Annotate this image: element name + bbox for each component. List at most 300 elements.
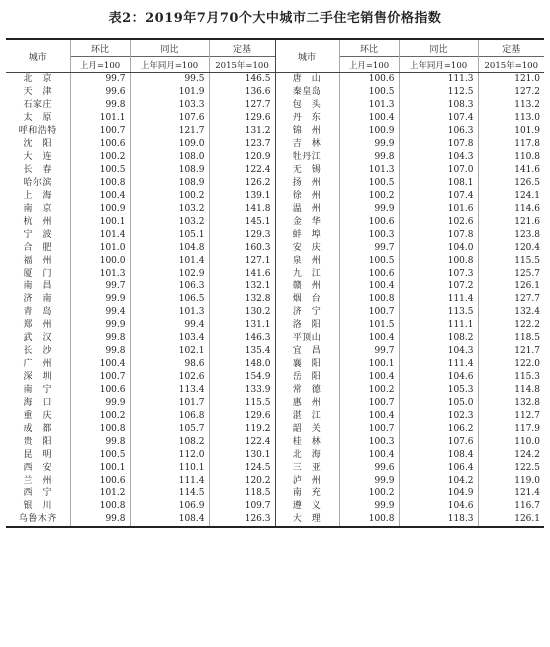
base-value-left: 115.5 bbox=[209, 396, 275, 409]
table-row bbox=[6, 189, 544, 202]
base-value-right: 132.4 bbox=[478, 306, 544, 319]
base-value-right: 126.1 bbox=[478, 513, 544, 527]
yoy-value-left: 103.2 bbox=[130, 215, 209, 228]
yoy-value-right: 102.3 bbox=[399, 409, 478, 422]
city-name-left: 呼和浩特 bbox=[18, 126, 57, 137]
yoy-value-right: 108.2 bbox=[399, 332, 478, 345]
city-name-left: 银 川 bbox=[23, 501, 52, 512]
mom-value-left: 100.1 bbox=[70, 215, 130, 228]
yoy-value-right: 111.1 bbox=[399, 319, 478, 332]
base-value-left: 136.6 bbox=[209, 86, 275, 99]
yoy-value-left: 105.1 bbox=[130, 228, 209, 241]
city-name-right: 安 庆 bbox=[275, 241, 339, 254]
yoy-value-left: 106.8 bbox=[130, 409, 209, 422]
mom-value-right: 100.7 bbox=[339, 422, 399, 435]
table-row bbox=[6, 371, 544, 384]
yoy-value-left: 106.5 bbox=[130, 293, 209, 306]
base-value-right: 116.7 bbox=[478, 500, 544, 513]
yoy-value-left: 98.6 bbox=[130, 358, 209, 371]
table-row bbox=[6, 319, 544, 332]
mom-value-left: 101.2 bbox=[70, 487, 130, 500]
header-yoy-right: 同比 bbox=[399, 39, 478, 57]
city-name-left: 杭 州 bbox=[23, 216, 52, 227]
yoy-value-right: 101.6 bbox=[399, 202, 478, 215]
base-value-right: 141.6 bbox=[478, 164, 544, 177]
yoy-value-right: 104.3 bbox=[399, 151, 478, 164]
city-name-right: 常 德 bbox=[275, 384, 339, 397]
mom-value-left: 99.9 bbox=[70, 293, 130, 306]
mom-value-right: 100.3 bbox=[339, 228, 399, 241]
table-row bbox=[6, 422, 544, 435]
header-city-left: 城市 bbox=[6, 39, 70, 73]
mom-value-left: 100.6 bbox=[70, 384, 130, 397]
base-value-left: 124.5 bbox=[209, 461, 275, 474]
table-row bbox=[6, 151, 544, 164]
mom-value-left: 100.8 bbox=[70, 422, 130, 435]
table-row bbox=[6, 448, 544, 461]
mom-value-right: 100.3 bbox=[339, 435, 399, 448]
base-value-right: 127.7 bbox=[478, 293, 544, 306]
base-value-left: 141.8 bbox=[209, 202, 275, 215]
table-body bbox=[6, 73, 544, 527]
mom-value-right: 100.6 bbox=[339, 73, 399, 86]
yoy-value-right: 106.2 bbox=[399, 422, 478, 435]
city-name-right: 包 头 bbox=[275, 99, 339, 112]
yoy-value-right: 107.8 bbox=[399, 228, 478, 241]
mom-value-right: 99.9 bbox=[339, 138, 399, 151]
city-name-right: 九 江 bbox=[275, 267, 339, 280]
header-base-right: 定基 bbox=[478, 39, 544, 57]
base-value-left: 127.1 bbox=[209, 254, 275, 267]
mom-value-left: 100.4 bbox=[70, 189, 130, 202]
base-value-left: 118.5 bbox=[209, 487, 275, 500]
city-name-left: 郑 州 bbox=[23, 320, 52, 331]
city-name-right: 泉 州 bbox=[275, 254, 339, 267]
base-value-left: 133.9 bbox=[209, 384, 275, 397]
city-name-right: 济 宁 bbox=[275, 306, 339, 319]
yoy-value-right: 108.1 bbox=[399, 177, 478, 190]
mom-value-right: 100.8 bbox=[339, 513, 399, 527]
mom-value-left: 100.1 bbox=[70, 461, 130, 474]
mom-value-right: 99.7 bbox=[339, 345, 399, 358]
mom-value-right: 100.4 bbox=[339, 371, 399, 384]
mom-value-left: 100.6 bbox=[70, 474, 130, 487]
mom-value-left: 99.8 bbox=[70, 345, 130, 358]
city-name-left: 武 汉 bbox=[23, 333, 52, 344]
table-row bbox=[6, 241, 544, 254]
base-value-left: 129.6 bbox=[209, 409, 275, 422]
base-value-left: 130.1 bbox=[209, 448, 275, 461]
yoy-value-left: 112.0 bbox=[130, 448, 209, 461]
yoy-value-left: 100.2 bbox=[130, 189, 209, 202]
city-name-left: 西 安 bbox=[23, 462, 52, 473]
base-value-right: 112.7 bbox=[478, 409, 544, 422]
base-value-right: 101.9 bbox=[478, 125, 544, 138]
city-name-left: 乌鲁木齐 bbox=[6, 513, 70, 527]
city-name-left: 海 口 bbox=[23, 397, 52, 408]
base-value-left: 131.1 bbox=[209, 319, 275, 332]
base-value-right: 115.3 bbox=[478, 371, 544, 384]
city-name-right: 宜 昌 bbox=[275, 345, 339, 358]
city-name-left: 福 州 bbox=[23, 255, 52, 266]
mom-value-right: 101.3 bbox=[339, 99, 399, 112]
yoy-value-right: 105.3 bbox=[399, 384, 478, 397]
table-row bbox=[6, 345, 544, 358]
mom-value-right: 101.3 bbox=[339, 164, 399, 177]
city-name-right: 大 理 bbox=[275, 513, 339, 527]
base-value-left: 141.6 bbox=[209, 267, 275, 280]
yoy-value-left: 99.5 bbox=[130, 73, 209, 86]
base-value-right: 110.0 bbox=[478, 435, 544, 448]
yoy-value-left: 113.4 bbox=[130, 384, 209, 397]
city-name-left: 宁 波 bbox=[23, 229, 52, 240]
yoy-value-right: 100.8 bbox=[399, 254, 478, 267]
city-name-right: 金 华 bbox=[275, 215, 339, 228]
yoy-value-right: 106.3 bbox=[399, 125, 478, 138]
mom-value-left: 100.9 bbox=[70, 202, 130, 215]
mom-value-right: 100.4 bbox=[339, 280, 399, 293]
base-value-right: 110.8 bbox=[478, 151, 544, 164]
base-value-left: 122.4 bbox=[209, 164, 275, 177]
yoy-value-right: 105.0 bbox=[399, 396, 478, 409]
yoy-value-right: 104.6 bbox=[399, 500, 478, 513]
yoy-value-right: 102.6 bbox=[399, 215, 478, 228]
yoy-value-left: 109.0 bbox=[130, 138, 209, 151]
mom-value-left: 99.9 bbox=[70, 396, 130, 409]
city-name-right: 岳 阳 bbox=[275, 371, 339, 384]
yoy-value-right: 104.2 bbox=[399, 474, 478, 487]
mom-value-right: 99.7 bbox=[339, 241, 399, 254]
header-mom-left: 环比 bbox=[70, 39, 130, 57]
table-row bbox=[6, 215, 544, 228]
city-name-left: 哈尔滨 bbox=[23, 177, 52, 188]
yoy-value-right: 107.2 bbox=[399, 280, 478, 293]
header-yoy-base-left: 上年同月=100 bbox=[130, 57, 209, 73]
mom-value-left: 100.7 bbox=[70, 125, 130, 138]
yoy-value-left: 101.9 bbox=[130, 86, 209, 99]
mom-value-left: 100.0 bbox=[70, 254, 130, 267]
mom-value-left: 100.2 bbox=[70, 151, 130, 164]
base-value-left: 154.9 bbox=[209, 371, 275, 384]
base-value-left: 120.9 bbox=[209, 151, 275, 164]
city-name-left: 合 肥 bbox=[23, 242, 52, 253]
mom-value-right: 100.2 bbox=[339, 384, 399, 397]
base-value-left: 145.1 bbox=[209, 215, 275, 228]
city-name-right: 扬 州 bbox=[275, 177, 339, 190]
city-name-left: 南 宁 bbox=[23, 384, 52, 395]
mom-value-right: 100.7 bbox=[339, 396, 399, 409]
yoy-value-right: 107.4 bbox=[399, 189, 478, 202]
city-name-left: 贵 阳 bbox=[23, 436, 52, 447]
yoy-value-right: 118.3 bbox=[399, 513, 478, 527]
yoy-value-right: 107.0 bbox=[399, 164, 478, 177]
table-row bbox=[6, 500, 544, 513]
yoy-value-left: 114.5 bbox=[130, 487, 209, 500]
city-name-right: 温 州 bbox=[275, 202, 339, 215]
yoy-value-right: 111.4 bbox=[399, 358, 478, 371]
base-value-right: 113.2 bbox=[478, 99, 544, 112]
mom-value-right: 100.4 bbox=[339, 112, 399, 125]
base-value-left: 146.5 bbox=[209, 73, 275, 86]
city-name-right: 三 亚 bbox=[275, 461, 339, 474]
mom-value-left: 101.4 bbox=[70, 228, 130, 241]
yoy-value-right: 107.8 bbox=[399, 138, 478, 151]
city-name-left: 石家庄 bbox=[23, 100, 52, 111]
base-value-left: 146.3 bbox=[209, 332, 275, 345]
yoy-value-right: 104.0 bbox=[399, 241, 478, 254]
mom-value-left: 101.0 bbox=[70, 241, 130, 254]
base-value-right: 121.0 bbox=[478, 73, 544, 86]
city-name-left: 西 宁 bbox=[23, 488, 52, 499]
base-value-right: 118.5 bbox=[478, 332, 544, 345]
city-name-left: 长 沙 bbox=[23, 346, 52, 357]
mom-value-right: 99.9 bbox=[339, 474, 399, 487]
yoy-value-left: 121.7 bbox=[130, 125, 209, 138]
table-row bbox=[6, 474, 544, 487]
table-row bbox=[6, 384, 544, 397]
yoy-value-right: 108.4 bbox=[399, 448, 478, 461]
base-value-right: 114.6 bbox=[478, 202, 544, 215]
mom-value-left: 100.7 bbox=[70, 371, 130, 384]
yoy-value-right: 106.4 bbox=[399, 461, 478, 474]
yoy-value-left: 108.9 bbox=[130, 177, 209, 190]
table-row bbox=[6, 125, 544, 138]
city-name-right: 洛 阳 bbox=[275, 319, 339, 332]
yoy-value-right: 107.6 bbox=[399, 435, 478, 448]
base-value-left: 127.7 bbox=[209, 99, 275, 112]
mom-value-left: 99.7 bbox=[70, 280, 130, 293]
city-name-right: 吉 林 bbox=[275, 138, 339, 151]
base-value-right: 122.5 bbox=[478, 461, 544, 474]
header-base-base-left: 2015年=100 bbox=[209, 57, 275, 73]
yoy-value-left: 102.6 bbox=[130, 371, 209, 384]
yoy-value-left: 102.9 bbox=[130, 267, 209, 280]
yoy-value-left: 108.2 bbox=[130, 435, 209, 448]
yoy-value-left: 103.3 bbox=[130, 99, 209, 112]
base-value-left: 120.2 bbox=[209, 474, 275, 487]
mom-value-left: 99.8 bbox=[70, 435, 130, 448]
base-value-right: 122.0 bbox=[478, 358, 544, 371]
city-name-left: 济 南 bbox=[23, 294, 52, 305]
city-name-left: 长 春 bbox=[23, 165, 52, 176]
mom-value-left: 99.6 bbox=[70, 86, 130, 99]
mom-value-left: 100.4 bbox=[70, 358, 130, 371]
header-mom-base-left: 上月=100 bbox=[70, 57, 130, 73]
yoy-value-right: 104.6 bbox=[399, 371, 478, 384]
base-value-right: 123.8 bbox=[478, 228, 544, 241]
yoy-value-left: 105.7 bbox=[130, 422, 209, 435]
mom-value-right: 99.9 bbox=[339, 500, 399, 513]
mom-value-left: 99.4 bbox=[70, 306, 130, 319]
mom-value-left: 99.8 bbox=[70, 513, 130, 527]
city-name-right: 丹 东 bbox=[275, 112, 339, 125]
mom-value-left: 101.3 bbox=[70, 267, 130, 280]
yoy-value-right: 108.3 bbox=[399, 99, 478, 112]
base-value-right: 124.2 bbox=[478, 448, 544, 461]
table-row bbox=[6, 306, 544, 319]
city-name-right: 遵 义 bbox=[275, 500, 339, 513]
city-name-right: 徐 州 bbox=[275, 189, 339, 202]
yoy-value-left: 99.4 bbox=[130, 319, 209, 332]
table-row bbox=[6, 280, 544, 293]
city-name-left: 成 都 bbox=[23, 423, 52, 434]
mom-value-right: 100.2 bbox=[339, 189, 399, 202]
header-mom-right: 环比 bbox=[339, 39, 399, 57]
price-index-table bbox=[6, 38, 544, 528]
table-row bbox=[6, 202, 544, 215]
mom-value-right: 99.8 bbox=[339, 151, 399, 164]
header-yoy-base-right: 上年同月=100 bbox=[399, 57, 478, 73]
city-name-left: 南 昌 bbox=[23, 281, 52, 292]
yoy-value-left: 108.0 bbox=[130, 151, 209, 164]
base-value-left: 123.7 bbox=[209, 138, 275, 151]
table-container bbox=[0, 38, 550, 528]
table-row bbox=[6, 396, 544, 409]
mom-value-left: 99.8 bbox=[70, 332, 130, 345]
base-value-left: 135.4 bbox=[209, 345, 275, 358]
base-value-left: 160.3 bbox=[209, 241, 275, 254]
base-value-left: 119.2 bbox=[209, 422, 275, 435]
mom-value-right: 100.4 bbox=[339, 448, 399, 461]
table-row bbox=[6, 358, 544, 371]
city-name-left: 沈 阳 bbox=[23, 139, 52, 150]
table-row bbox=[6, 332, 544, 345]
city-name-right: 烟 台 bbox=[275, 293, 339, 306]
base-value-right: 132.8 bbox=[478, 396, 544, 409]
mom-value-left: 99.9 bbox=[70, 319, 130, 332]
base-value-right: 117.9 bbox=[478, 422, 544, 435]
city-name-left: 天 津 bbox=[23, 87, 52, 98]
base-value-right: 121.4 bbox=[478, 487, 544, 500]
city-name-left: 南 京 bbox=[23, 203, 52, 214]
yoy-value-right: 113.5 bbox=[399, 306, 478, 319]
table-row bbox=[6, 99, 544, 112]
mom-value-left: 100.8 bbox=[70, 500, 130, 513]
base-value-right: 126.5 bbox=[478, 177, 544, 190]
yoy-value-left: 102.1 bbox=[130, 345, 209, 358]
mom-value-left: 100.8 bbox=[70, 177, 130, 190]
yoy-value-right: 107.4 bbox=[399, 112, 478, 125]
yoy-value-left: 110.1 bbox=[130, 461, 209, 474]
base-value-left: 148.0 bbox=[209, 358, 275, 371]
table-row bbox=[6, 254, 544, 267]
base-value-left: 129.6 bbox=[209, 112, 275, 125]
city-name-left: 大 连 bbox=[23, 152, 52, 163]
city-name-right: 牡丹江 bbox=[275, 151, 339, 164]
yoy-value-left: 111.4 bbox=[130, 474, 209, 487]
city-name-left: 厦 门 bbox=[23, 268, 52, 279]
header-city-right: 城市 bbox=[275, 39, 339, 73]
base-value-left: 132.8 bbox=[209, 293, 275, 306]
base-value-left: 126.2 bbox=[209, 177, 275, 190]
base-value-right: 113.0 bbox=[478, 112, 544, 125]
mom-value-right: 100.4 bbox=[339, 409, 399, 422]
city-name-right: 桂 林 bbox=[275, 435, 339, 448]
yoy-value-left: 103.4 bbox=[130, 332, 209, 345]
mom-value-right: 99.6 bbox=[339, 461, 399, 474]
mom-value-left: 100.5 bbox=[70, 448, 130, 461]
city-name-right: 北 海 bbox=[275, 448, 339, 461]
table-row bbox=[6, 228, 544, 241]
mom-value-left: 100.2 bbox=[70, 409, 130, 422]
mom-value-left: 99.8 bbox=[70, 99, 130, 112]
header-base-base-right: 2015年=100 bbox=[478, 57, 544, 73]
mom-value-right: 100.6 bbox=[339, 215, 399, 228]
table-row bbox=[6, 487, 544, 500]
city-name-left: 太 原 bbox=[23, 113, 52, 124]
yoy-value-right: 111.3 bbox=[399, 73, 478, 86]
city-name-left: 北 京 bbox=[23, 74, 52, 85]
header-base-left: 定基 bbox=[209, 39, 275, 57]
mom-value-right: 100.5 bbox=[339, 254, 399, 267]
base-value-left: 129.3 bbox=[209, 228, 275, 241]
city-name-left: 青 岛 bbox=[23, 307, 52, 318]
city-name-left: 昆 明 bbox=[23, 449, 52, 460]
city-name-right: 泸 州 bbox=[275, 474, 339, 487]
yoy-value-left: 101.3 bbox=[130, 306, 209, 319]
yoy-value-left: 106.3 bbox=[130, 280, 209, 293]
base-value-left: 139.1 bbox=[209, 189, 275, 202]
yoy-value-left: 101.4 bbox=[130, 254, 209, 267]
city-name-right: 平顶山 bbox=[275, 332, 339, 345]
city-name-right: 南 充 bbox=[275, 487, 339, 500]
table-row bbox=[6, 112, 544, 125]
table-row bbox=[6, 177, 544, 190]
yoy-value-left: 108.9 bbox=[130, 164, 209, 177]
table-row bbox=[6, 73, 544, 86]
yoy-value-left: 104.8 bbox=[130, 241, 209, 254]
table-row bbox=[6, 409, 544, 422]
mom-value-left: 100.5 bbox=[70, 164, 130, 177]
base-value-left: 122.4 bbox=[209, 435, 275, 448]
yoy-value-left: 106.9 bbox=[130, 500, 209, 513]
base-value-left: 109.7 bbox=[209, 500, 275, 513]
base-value-right: 122.2 bbox=[478, 319, 544, 332]
yoy-value-right: 111.4 bbox=[399, 293, 478, 306]
base-value-left: 126.3 bbox=[209, 513, 275, 527]
city-name-left: 兰 州 bbox=[23, 475, 52, 486]
base-value-left: 131.2 bbox=[209, 125, 275, 138]
table-row bbox=[6, 293, 544, 306]
mom-value-right: 100.9 bbox=[339, 125, 399, 138]
base-value-right: 124.1 bbox=[478, 189, 544, 202]
city-name-left: 上 海 bbox=[23, 190, 52, 201]
mom-value-right: 100.6 bbox=[339, 267, 399, 280]
city-name-left: 深 圳 bbox=[23, 372, 52, 383]
header-mom-base-right: 上月=100 bbox=[339, 57, 399, 73]
mom-value-right: 100.5 bbox=[339, 177, 399, 190]
base-value-right: 117.8 bbox=[478, 138, 544, 151]
base-value-right: 127.2 bbox=[478, 86, 544, 99]
yoy-value-right: 104.9 bbox=[399, 487, 478, 500]
city-name-right: 惠 州 bbox=[275, 396, 339, 409]
city-name-right: 秦皇岛 bbox=[275, 86, 339, 99]
mom-value-right: 101.5 bbox=[339, 319, 399, 332]
yoy-value-left: 107.6 bbox=[130, 112, 209, 125]
base-value-right: 115.5 bbox=[478, 254, 544, 267]
yoy-value-right: 104.3 bbox=[399, 345, 478, 358]
table-row bbox=[6, 267, 544, 280]
base-value-right: 121.6 bbox=[478, 215, 544, 228]
base-value-left: 130.2 bbox=[209, 306, 275, 319]
mom-value-right: 100.7 bbox=[339, 306, 399, 319]
table-row bbox=[6, 164, 544, 177]
base-value-right: 121.7 bbox=[478, 345, 544, 358]
base-value-right: 125.7 bbox=[478, 267, 544, 280]
table-row bbox=[6, 513, 544, 527]
base-value-right: 120.4 bbox=[478, 241, 544, 254]
table-row bbox=[6, 138, 544, 151]
